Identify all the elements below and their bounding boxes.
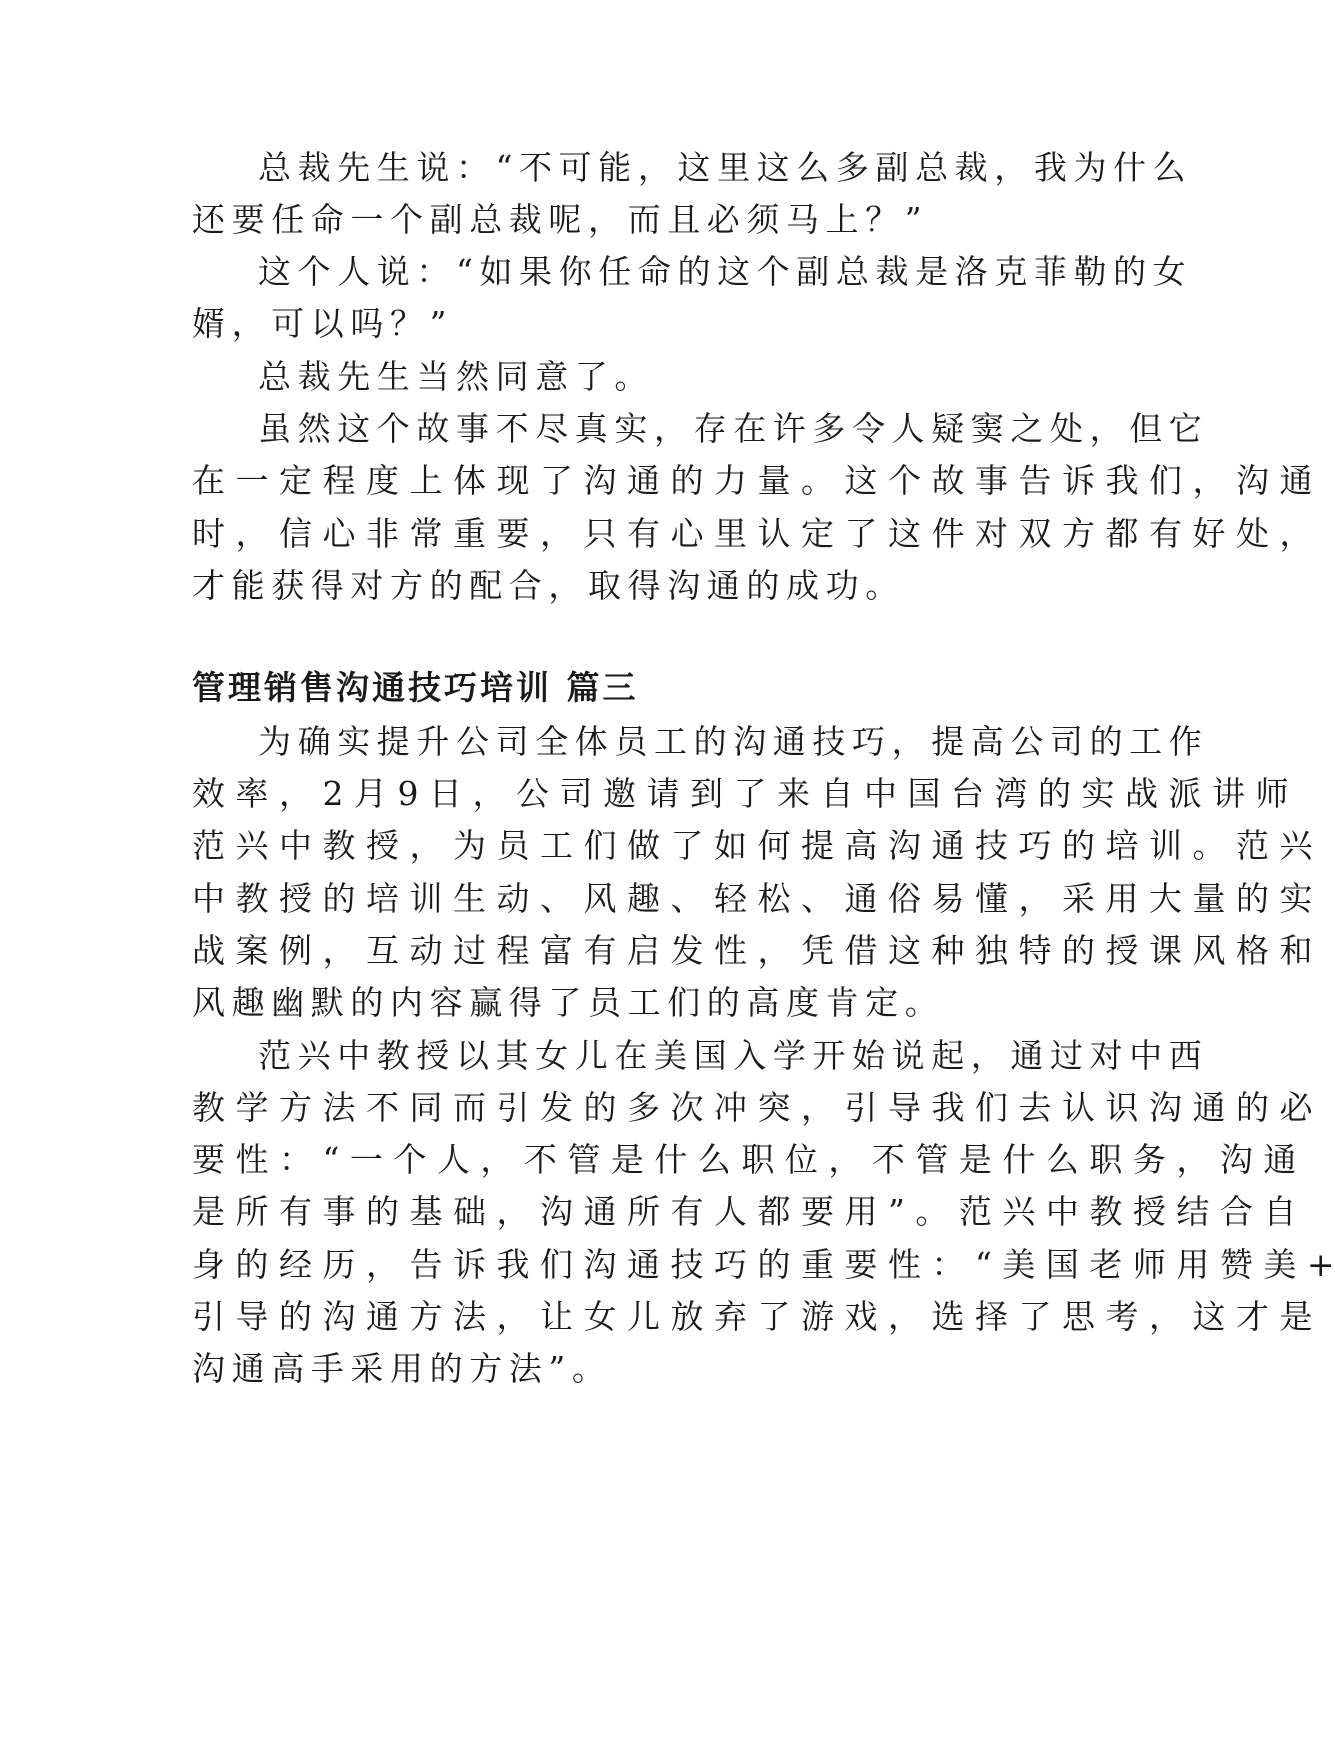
paragraph-line: 总裁先生当然同意了。 [258, 357, 654, 396]
paragraph-line: 引 导 的 沟 通 方 法 ， 让 女 儿 放 弃 了 游 戏 ， 选 择 了 思 考 ， 这 才 是 [192, 1297, 1313, 1336]
paragraph-line: 婿，可以吗？” [192, 304, 454, 343]
paragraph-line: 是 所 有 事 的 基 础 ， 沟 通 所 有 人 都 要 用 ” 。 范 兴 中 教 授 结 合 自 [192, 1192, 1297, 1231]
paragraph-line: 中 教 授 的 培 训 生 动 、 风 趣 、 轻 松 、 通 俗 易 懂 ， 采 用 大 量 的 实 [192, 879, 1313, 918]
paragraph-line: 教 学 方 法 不 同 而 引 发 的 多 次 冲 突 ， 引 导 我 们 去 认 识 沟 通 的 必 [192, 1088, 1313, 1127]
paragraph-line: 要 性 ： “ 一 个 人 ， 不 管 是 什 么 职 位 ， 不 管 是 什 么 职 务 ， 沟 通 [192, 1140, 1297, 1179]
paragraph-line: 沟通高手采用的方法”。 [192, 1349, 612, 1388]
paragraph-line: 效 率 ， 2 月 9 日 ， 公 司 邀 请 到 了 来 自 中 国 台 湾 的 实 战 派 讲 师 [192, 774, 1289, 813]
section-heading: 管理销售沟通技巧培训 篇三 [192, 668, 639, 707]
paragraph-line: 虽然这个故事不尽真实，存在许多令人疑窦之处，但它 [258, 409, 1209, 448]
paragraph-line: 这个人说：“如果你任命的这个副总裁是洛克菲勒的女 [258, 252, 1193, 291]
paragraph-line: 身 的 经 历 ， 告 诉 我 们 沟 通 技 巧 的 重 要 性 ： “ 美 国 老 师 用 赞 美 + [192, 1245, 1335, 1284]
paragraph-line: 时 ， 信 心 非 常 重 要 ， 只 有 心 里 认 定 了 这 件 对 双 方 都 有 好 处 ， [192, 514, 1313, 553]
paragraph-line: 风趣幽默的内容赢得了员工们的高度肯定。 [192, 983, 945, 1022]
paragraph-line: 范兴中教授以其女儿在美国入学开始说起，通过对中西 [258, 1036, 1209, 1075]
paragraph-line: 才能获得对方的配合，取得沟通的成功。 [192, 566, 905, 605]
paragraph-line: 在 一 定 程 度 上 体 现 了 沟 通 的 力 量 。 这 个 故 事 告 诉 我 们 ， 沟 通 [192, 461, 1313, 500]
paragraph-line: 范 兴 中 教 授 ， 为 员 工 们 做 了 如 何 提 高 沟 通 技 巧 的 培 训 。 范 兴 [192, 826, 1313, 865]
paragraph-line: 为确实提升公司全体员工的沟通技巧，提高公司的工作 [258, 722, 1209, 761]
paragraph-line: 战 案 例 ， 互 动 过 程 富 有 启 发 性 ， 凭 借 这 种 独 特 的 授 课 风 格 和 [192, 931, 1313, 970]
paragraph-line: 总裁先生说：“不可能，这里这么多副总裁，我为什么 [258, 148, 1193, 187]
paragraph-line: 还要任命一个副总裁呢，而且必须马上？” [192, 200, 929, 239]
